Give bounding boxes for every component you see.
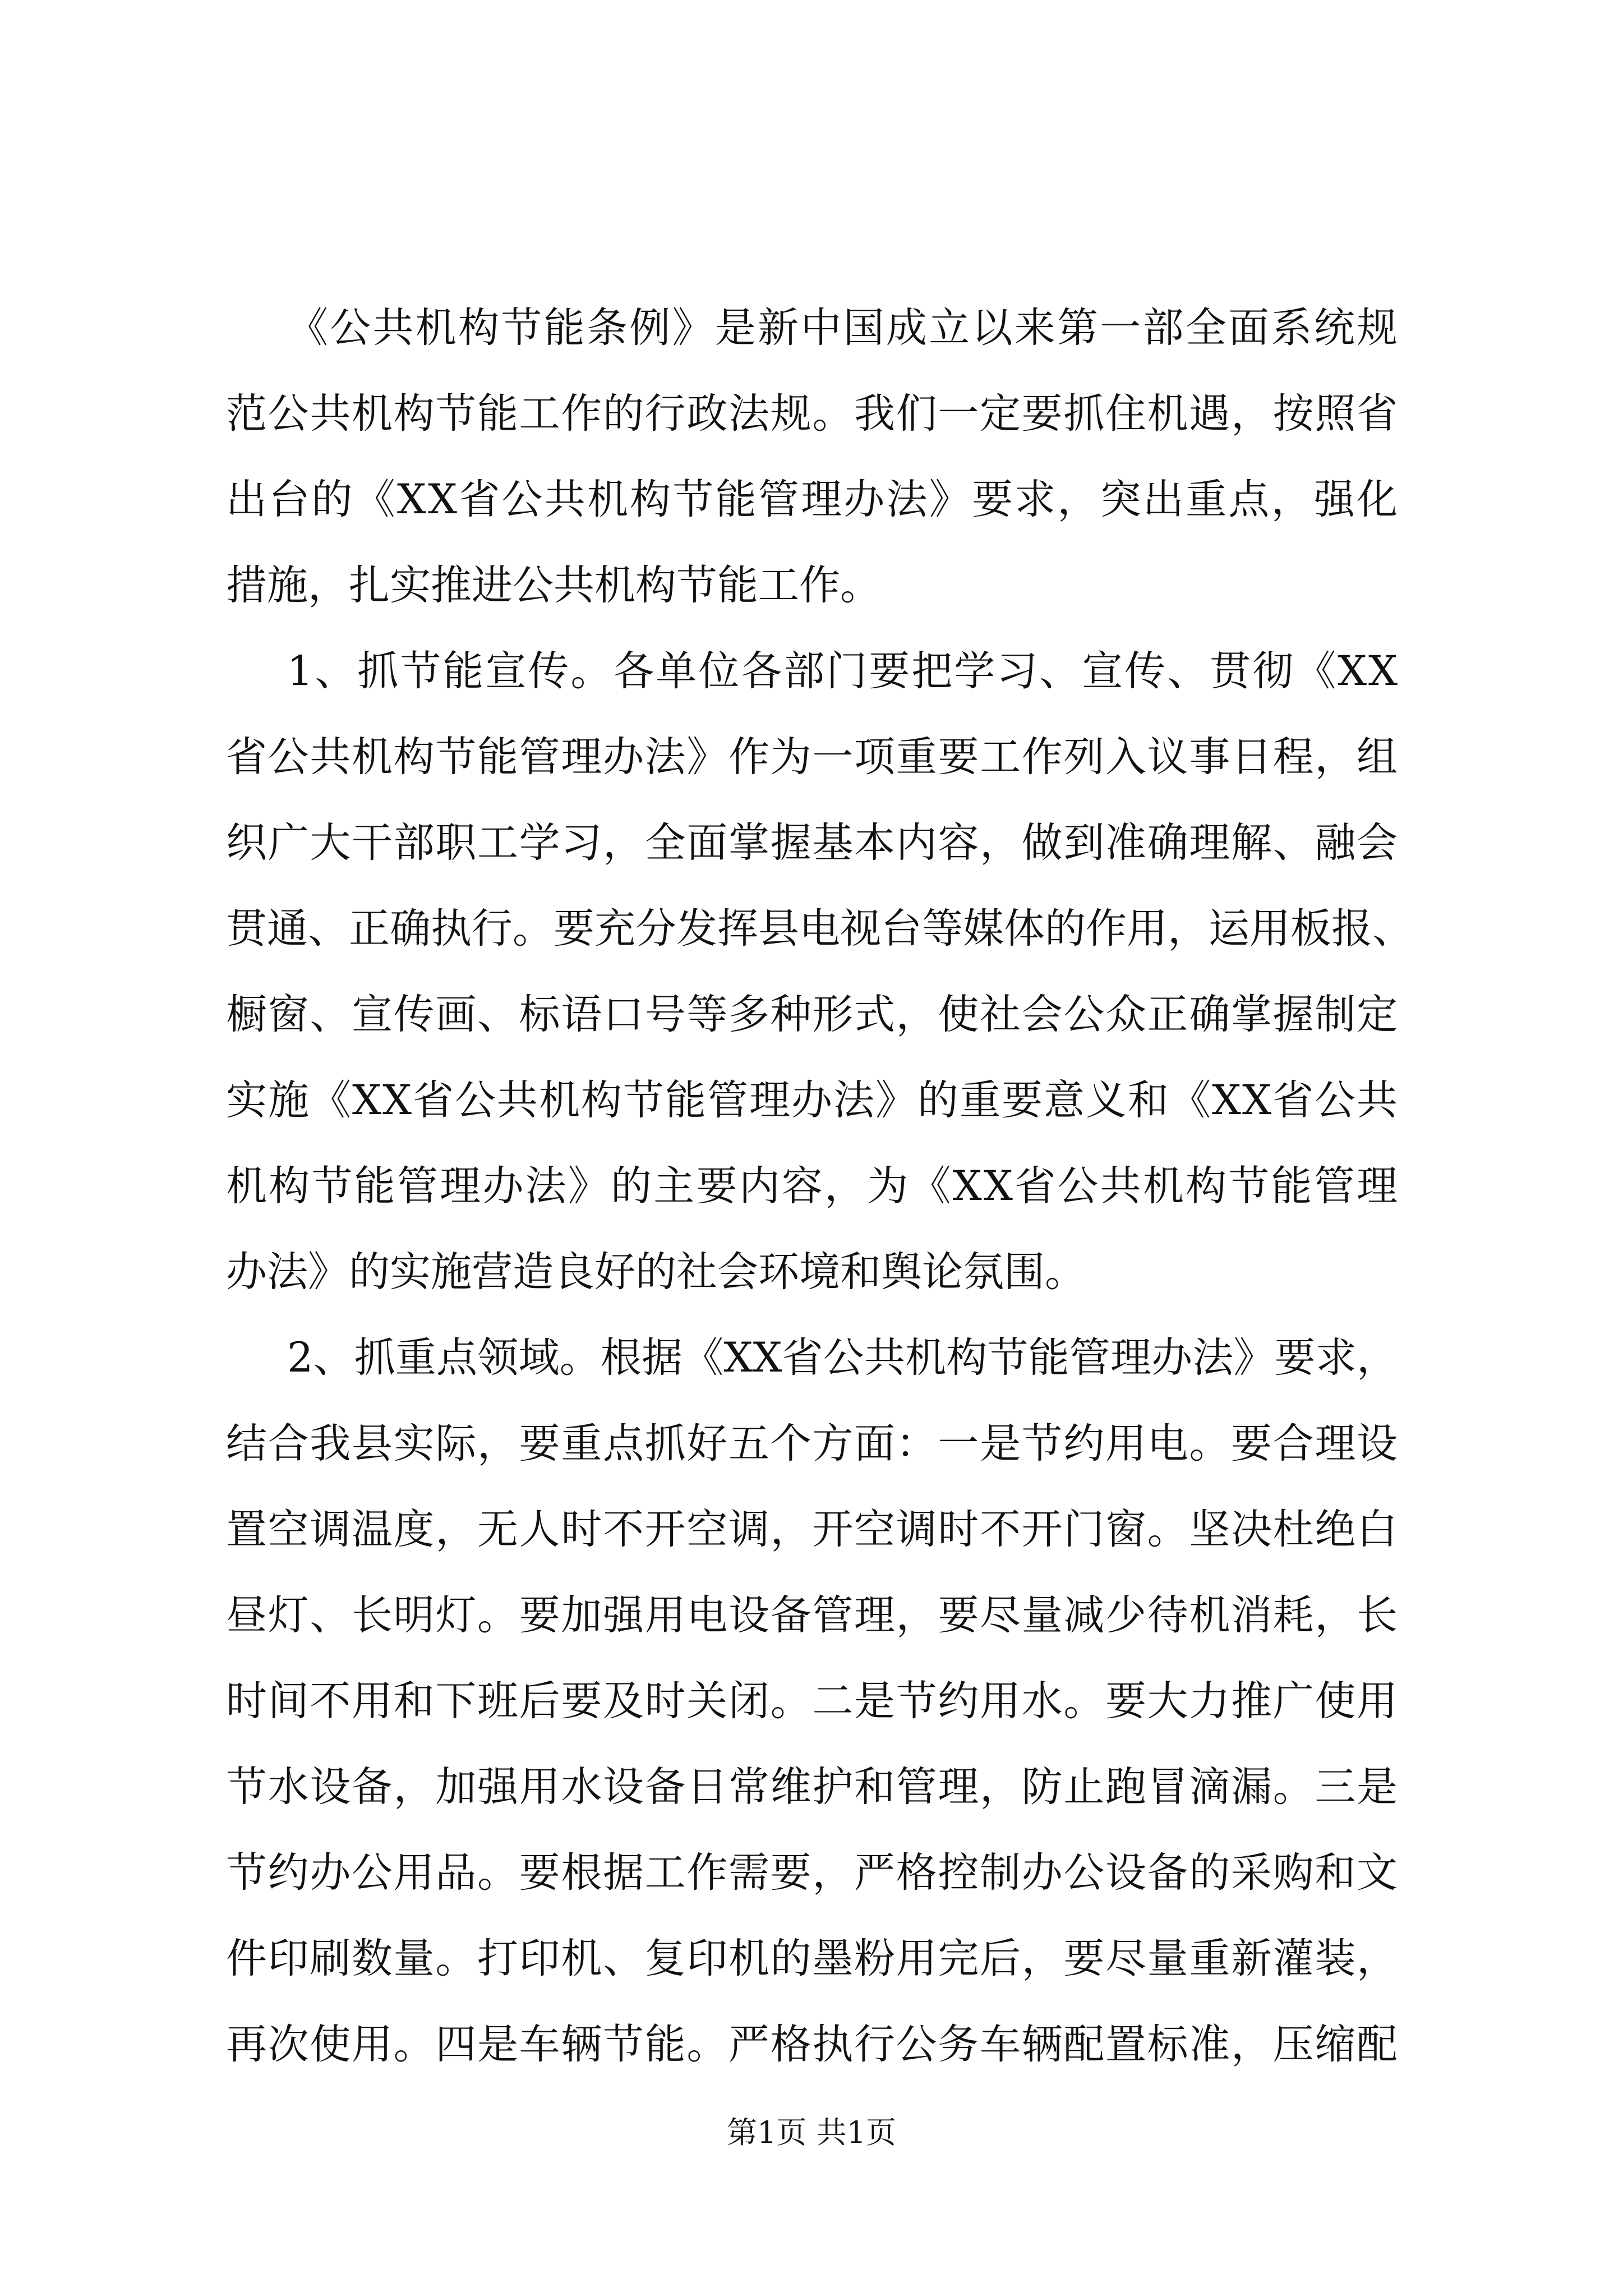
body-line-8: 贯通、正确执行。要充分发挥县电视台等媒体的作用，运用板报、 [226,905,1413,953]
body-line-7: 织广大干部职工学习，全面掌握基本内容，做到准确理解、融会 [226,819,1399,867]
body-line-15: 置空调温度，无人时不开空调，开空调时不开门窗。坚决杜绝白 [226,1506,1399,1553]
body-line-4: 措施，扎实推进公共机构节能工作。 [226,562,881,609]
body-line-18: 节水设备，加强用水设备日常维护和管理，防止跑冒滴漏。三是 [226,1763,1399,1811]
page-footer: 第1页 共1页 [727,2115,896,2150]
body-line-11: 机构节能管理办法》的主要内容，为《XX省公共机构节能管理 [226,1162,1400,1210]
body-line-21: 再次使用。四是车辆节能。严格执行公务车辆配置标准，压缩配 [226,2021,1399,2068]
body-line-14: 结合我县实际，要重点抓好五个方面：一是节约用电。要合理设 [226,1420,1399,1467]
body-line-17: 时间不用和下班后要及时关闭。二是节约用水。要大力推广使用 [226,1677,1399,1725]
body-line-1: 《公共机构节能条例》是新中国成立以来第一部全面系统规 [287,304,1400,352]
body-line-13: 2、抓重点领域。根据《XX省公共机构节能管理办法》要求， [287,1334,1398,1382]
body-line-5: 1、抓节能宣传。各单位各部门要把学习、宣传、贯彻《XX [287,647,1399,695]
body-line-2: 范公共机构节能工作的行政法规。我们一定要抓住机遇，按照省 [226,390,1399,438]
body-line-12: 办法》的实施营造良好的社会环境和舆论氛围。 [226,1248,1086,1296]
body-line-19: 节约办公用品。要根据工作需要，严格控制办公设备的采购和文 [226,1849,1399,1897]
body-line-20: 件印刷数量。打印机、复印机的墨粉用完后，要尽量重新灌装， [226,1935,1399,1982]
body-line-16: 昼灯、长明灯。要加强用电设备管理，要尽量减少待机消耗，长 [226,1591,1399,1639]
body-line-6: 省公共机构节能管理办法》作为一项重要工作列入议事日程，组 [226,733,1399,781]
body-line-10: 实施《XX省公共机构节能管理办法》的重要意义和《XX省公共 [226,1076,1399,1124]
body-line-9: 橱窗、宣传画、标语口号等多种形式，使社会公众正确掌握制定 [226,991,1399,1038]
body-line-3: 出台的《XX省公共机构节能管理办法》要求，突出重点，强化 [226,476,1400,523]
